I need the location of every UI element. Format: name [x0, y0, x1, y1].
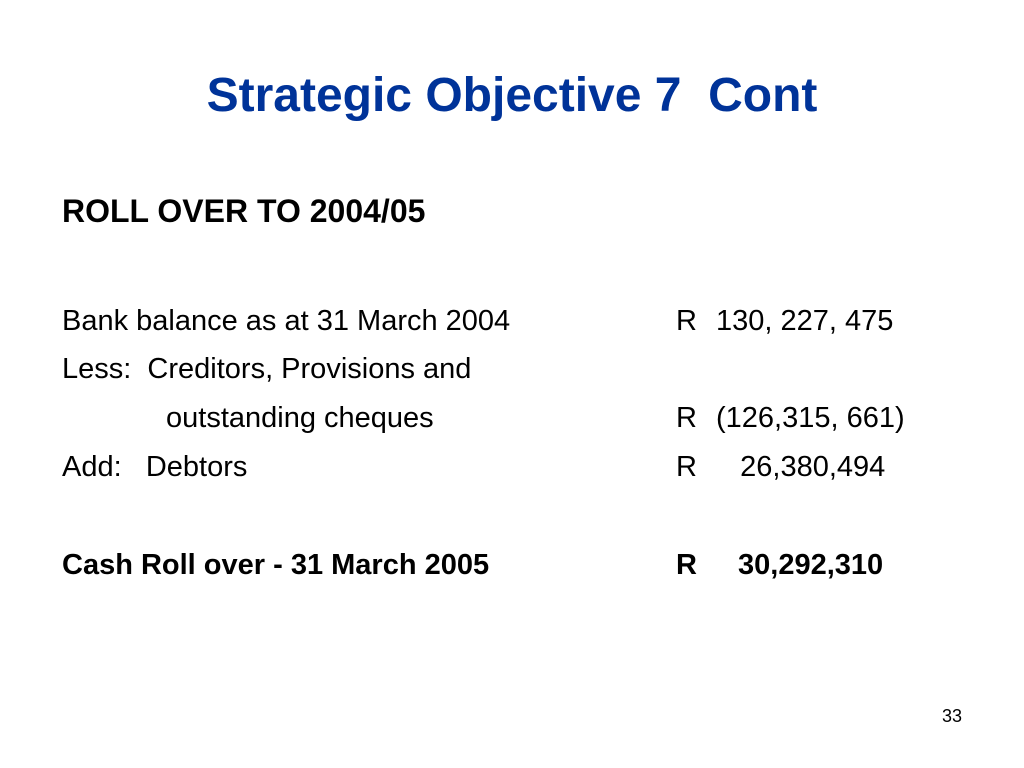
row-currency: R: [676, 305, 697, 337]
row-currency: R: [676, 549, 697, 581]
row-amount: 130, 227, 475: [716, 305, 894, 337]
row-label: Less: Creditors, Provisions and: [62, 353, 472, 385]
row-label: Bank balance as at 31 March 2004: [62, 305, 511, 337]
page-number: 33: [941, 706, 962, 726]
section-heading: ROLL OVER TO 2004/05: [62, 193, 426, 229]
row-amount: (126,315, 661): [716, 402, 905, 434]
row-currency: R: [676, 451, 697, 483]
debtors-row: [62, 443, 982, 491]
outstanding-row: [62, 394, 982, 442]
row-amount: 30,292,310: [738, 549, 884, 581]
balance-row: [62, 297, 982, 345]
row-label: Cash Roll over - 31 March 2005: [62, 549, 490, 581]
row-currency: R: [676, 402, 697, 434]
cash-rollover-row: [62, 541, 982, 589]
row-label: Add: Debtors: [62, 451, 248, 483]
less-row: [62, 345, 982, 393]
slide-title: Strategic Objective 7 Cont: [206, 69, 818, 122]
row-amount: 26,380,494: [716, 451, 886, 483]
row-label: outstanding cheques: [166, 402, 434, 434]
